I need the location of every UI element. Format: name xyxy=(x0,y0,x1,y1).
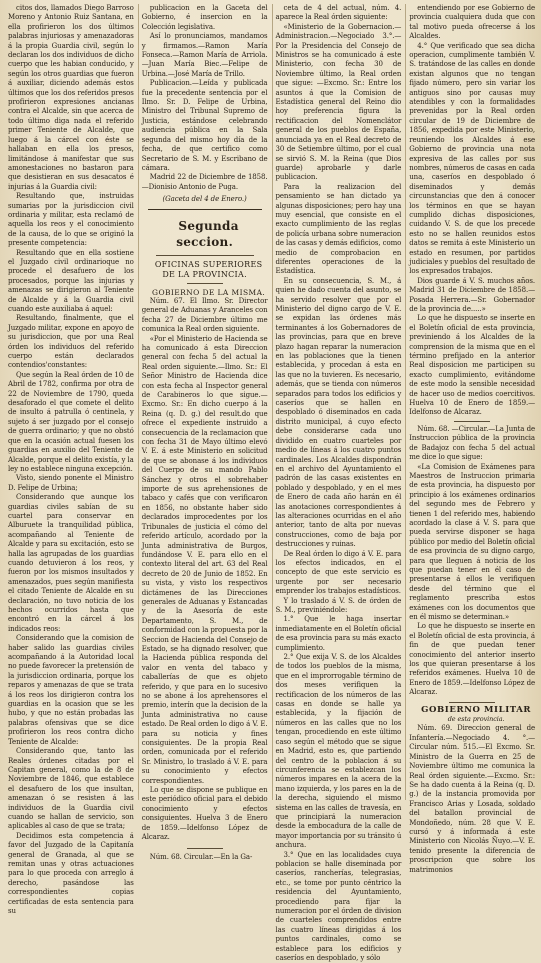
paragraph: citos dos, llamados Diego Barroso Moreno y Antonio Ruiz Santana, en ella profirieron los dos últimos palabras injuriosas y amenazadoras á la propia Guardia civil, según lo declaran los dos individuos de dicho cuerpo que les habian conducido, y según los otros guardias que fueron á auxiliar, diciendo además estos últimos que los dos referidos presos profirieron expresiones ancianas contra el Alcalde, sin que acerca de todo último diga nada el referido primer Teniente de Alcalde, que luego á la cárcel con éste se hallaban en ella los presos, limitándose á manifestar que sus amonestaciones no bastaron para que desistieran en sus desacatos é injurias á la Guardia civil: xyxy=(8,4,134,191)
paragraph: Resultando que en ella sostiene el Juzgado civil ordinarioque no procede el desafuero de los procesados, porque las injurias y amenazas se dirigieron al Teniente de Alcalde y á la Guardia civil cuando este auxiliaba á aquel: xyxy=(8,248,134,313)
gaceta-note: (Gaceta del 4 de Enero.) xyxy=(162,195,247,204)
paragraph: 1.° Que le haga insertar inmediatamente en el Boletín oficial de esa provincia para su más exacto cumplimiento. xyxy=(275,615,402,652)
section-divider xyxy=(148,209,262,210)
paragraph: «La Comision de Exámenes para Maestros de Instruccion primaria de esta provincia, ha dispuesto por principio á los exámenes ordinarios del segundo mes de Febrero y tienen 1 del referido mes, habiendo acordado la clase á V. S. para que pueda servirse disponer se haga público por medio del Boletín oficial de esa provincia de su digno cargo, para que lleguen á noticia de los que puedan tener en él caso de presentarse á ellos le verifiquen desde del término que el reglamento prescriba estos exámenes con los documentos que en él mismo se determinan.» xyxy=(409,462,535,621)
military-subtitle: de esta provincia. xyxy=(447,715,505,724)
short-divider xyxy=(449,702,495,703)
paragraph: «Por el Ministerio de Hacienda se ha comunicado á esta Direccion general con fecha 5 del actual la Real orden siguiente.—Ilmo. Sr.: El Señor Ministro de Hacienda dice con esta fecha al Inspector general de Carabineros lo que sigue.—Excmo. Sr.: En dicho cuerpo á la Reina (q. D. g.) del result.do que ofrece el expediente instruido a consecuencia de la reclamacion que con fecha 31 de Mayo último elevó V. E. á este Ministerio en solicitud de que se abonase á los individuos del Cuerpo de su mando Pablo Sánchez y otros el sobrehaber importe de sus aprehensiones de tabaco y cafés que con verificaron en 1856, no obstante haber sido declarados improcedentes por los Tribunales de justicia el cómo del referido artículo, acordado por la Junta administrativa de Burgos, fundándose V. E. para ello en el contexto literal del art. 63 del Real decreto de 20 de Junio de 1852. En su vista, y visto los respectivos dictámenes de las Direcciones generales de Aduanas y Estancadas y de la Asesoría de este Departamento, S. M., de conformidad con la propuesta por la Seccion de Hacienda del Consejo de Estado, se ha dignado resolver, que la Hacienda pública responda del valor en venta del tabaco y caballerías de que es objeto referido, y que para en lo sucesivo no se abone á los aprehensores el premio, interín que la decision de la Junta administrativa no cause estado. De Real orden lo digo á V. E. para su noticia y fines consiguientes. De la propia Real orden, comunicada por el referido Sr. Ministro, lo traslado á V. E. para su conocimiento y efectos correspondientes. xyxy=(141,334,268,785)
short-divider xyxy=(187,848,223,849)
military-title: GOBIERNO MILITAR xyxy=(421,704,532,715)
section-divider xyxy=(156,255,254,256)
paragraph: 2.° Que exija V. S. de los Alcaldes de todos los pueblos de la misma, que en el improrrogable término de dos meses verifiquen la rectificacion de los números de las casas en donde se halle ya establecida, y la fijación de números en las calles que no los tengan, procediendo en este último caso según el método que se sigue en Madrid, esto es, que partiendo del centro de la poblacion á su circunferencia se establezcan los números impares en la acera de la mano izquierda, y los pares en la de la derecha, siguiendo el mismo sistema en las calles de travesía, en que principiará la numeracion desde la embocadura de la calle de mayor importancia por su tránsito ú anchura. xyxy=(275,653,402,850)
signature: Madrid 22 de Diciembre de 1858. —Dionisio Antonio de Puga. xyxy=(141,173,268,191)
paragraph: Considerando que, tanto las Reales órdenes citadas por el Capitan general, como la de 8 de Noviembre de 1846, que establece el desafuero de los que insultan, amenazan ó se resisten á las individuos de la Guardia civil cuando se hallan de servicio, son aplicables al caso de que se trata; xyxy=(8,747,134,831)
paragraph: entendiendo por ese Gobierno de provincia cualquiera duda que con tal motivo pueda ofrecerse á los Alcaldes. xyxy=(409,4,535,41)
paragraph: Decidimos esta competencia á favor del Juzgado de la Capitanía general de Granada, al que se remitan unas y otras actuaciones para lo que proceda con arreglo á derecho, pasándose las correspondientes copias certificadas de esta sentencia para su xyxy=(8,831,134,915)
short-divider xyxy=(187,283,223,284)
paragraph: En su consecuencia, S. M., á quien he dado cuenta del asunto, se ha servido resolver que por el Ministerio del digno cargo de V. E. se expidan las órdenes más terminantes á los Gobernadores de las provincias, para que en breve plazo hagan reparar la numeracion en las poblaciones que la tienen establecida, y procedan á esta en las que no la tuvieren. Es necesario, además, que se tienda con números separados para todos los edificios y caseríos que se hallen en despoblado ó diseminados en cada distrito municipal, á cuyo efecto debe considerarse cada uno dividido en cuatro cuarteles por medio de líneas á los cuatro puntos cardinales. Los Alcaldes dispondrán en el archivo del Ayuntamiento el padrón de las casas existentes en poblado y despoblado, y en el mes de Enero de cada año harán en él las anotaciones correspondientes á las alteraciones ocurridas en el año anterior, tanto de alta por nuevas construcciones, como de baja por destrucciones y ruinas. xyxy=(275,276,402,549)
paragraph: De Real órden lo digo á V. E. para los efectos indicados, en el concepto de que este servicio es urgente por ser necesario emprender los trabajos estadísticos. xyxy=(275,549,402,596)
paragraph: Núm. 67. El Ilmo. Sr. Director general de Aduanas y Aranceles con fecha 27 de Diciembre último me comunica la Real orden siguiente. xyxy=(141,296,268,334)
paragraph: Resultando que, instruidas sumarias por la jurisdiccion civil ordinaria y militar, esta reclamó de aquella los reos y el conocimiento de la causa, de lo que se originó la presente competencia: xyxy=(8,192,134,248)
paragraph: Publicacion.—Leída y publicada fue la precedente sentencia por el Ilmo. Sr. D. Felipe de Urbina, Ministro del Tribunal Supremo de Justicia, estándose celebrando audiencia pública en la Sala segunda del mismo hoy día de la fecha, de que certifico como Secretario de S. M. y Escribano de cámara. xyxy=(141,79,268,172)
paragraph: Lo que he dispuesto se inserte en el Boletín oficial de esta provincia, previniendo á los Alcaldes de la comprension de la misma que en el término prefijado en la anterior Real disposicion me participen su exacto cumplimiento, evitándome de este modo la sensible necesidad de hacer uso de medios coercitivos. Huelva 10 de Enero de 1859.—Idelfonso de Alcaraz. xyxy=(409,314,535,417)
paragraph: Para la realizacion del pensamiento se han dictado ya algunas disposiciones; pero hay una muy esencial, que consiste en el exacto cumplimiento de las reglas de policía urbana sobre numeracion de las casas y demás edificios, como medio de comprobacion en diferentes operaciones de la Estadística. xyxy=(275,182,402,276)
column-3 xyxy=(272,4,402,963)
paragraph: Considerando que la comision de haber salido las guardias civiles acompañando á la Autoridad local no puede favorecer la pretensión de la jurisdiccion ordinaria, porque los reparos y amenazas de que se trata á los reos los dirigieron contra los guardias en la ocasion que se les hubo, y que no están probadas las palabras ofensivas que se dice profirieron los reos contra dicho Teniente de Alcalde: xyxy=(8,634,134,746)
circular-heading: Núm. 68. Circular.—En la Ga- xyxy=(149,852,253,861)
paragraph: Núm. 69. Direccion general de Infantería.—Negociado 4. °.—Circular núm. 515.—El Excmo. Sr. Ministro de la Guerra en 25 de Noviembre último me comunica la Real órden siguiente.—Excmo. Sr.: Se ha dado cuenta á la Reina (q. D. g.) de la instancia promovida por Francisco Arias y Losada, soldado del batallon provincial de Mondoñedo, núm. 28 que V. E. cursó y á informada á este Ministerio con Nicolás Ñuyo.—V. E. tenido presente la diferencia de proscripcion que sobre los matrimonios xyxy=(409,724,535,874)
paragraph: publicacion en la Gaceta del Gobierno, é insercion en la Colección legislativa. xyxy=(141,4,268,31)
paragraph: «Ministerio de la Gobernacion.— Administracion.—Negociado 3.°.—Por la Presidencia del Consejo de Ministros se ha comunicado á este Ministerio, con fecha 30 de Noviembre último, la Real orden que sigue: —Excmo. Sr.: Entre los asuntos á que la Comision de Estadística general del Reino dio hoy preferencia figura la rectificacion del Nomenclátor general de los pueblos de España, anunciada ya en el Real decreto de 30 de Setiembre último, por el cual se sirvió S. M. la Reina (que Dios guarde) aprobarle y darle publicacion. xyxy=(275,22,402,182)
paragraph: Resultando, finalmente, que el Juzgado militar, expone en apoyo de su jurisdiccion, que por una Real órden los individuos del referido cuerpo están declarados contendios'constantes: xyxy=(8,314,134,370)
paragraph: Lo que se dispone se publique en este periódico oficial para el debido conocimiento y efectos consiguientes. Huelva 3 de Enero de 1859.—Idelfonso López de Alcaraz. xyxy=(141,786,268,842)
paragraph: Y lo traslado á V. S. de órden de S. M., previniéndole: xyxy=(275,596,402,614)
offices-title: OFICINAS SUPERIORES DE LA PROVINCIA. xyxy=(154,259,263,279)
column-1 xyxy=(8,4,134,915)
paragraph: Así lo pronunciamos, mandamos y firmamos.—Ramon María Fonseca.—Ramon María de Arriola.—Juan María Biec.—Felipe de Urbina.—José María de Trillo. xyxy=(141,32,268,78)
paragraph: Considerando que aunque los guardias civiles sabían de su cuartel para conservar en Alburuete la tranquilidad pública, acompañando al Teniente de Alcalde y para su excitación, esto se halla las agrupadas de los guardias cuando detuvieron á los reos, y fueron por los mismos insultados y amenazados, pues según manifiesta el citado Teniente de Alcalde en su declaración, no tuvo noticia de los hechos ocurridos hasta que encontró en la cárcel á los indicados reos: xyxy=(8,493,134,633)
column-4 xyxy=(405,4,535,874)
section-title: Segunda seccion. xyxy=(176,218,239,249)
paragraph: Núm. 68. —Circular.—La Junta de Instruccion pública de la provincia de Badajoz con fecha 5 del actual me dice lo que sigue: xyxy=(409,424,535,462)
short-divider xyxy=(454,421,490,422)
paragraph: Visto, siendo ponente el Ministro D. Felipe de Urbina; xyxy=(8,474,134,492)
paragraph: 4.° Que verificado que sea dicha operacion, cumplimente también V. S. tratándose de las calles en donde existan algunos que no tengan fijado número, pero sin variar los antiguos sino por causas muy atendibles y con la formalidades prevenidas por la Real orden circular de 19 de Diciembre de 1856, expedida por este Ministerio, reuniendo los Alcaldes á ese Gobierno de provincia una nota expresiva de las calles por sus nombres, números de casas en cada una, caseríos en despoblado ó diseminados y demás circunstancias que den á conocer los términos en que se hayan cumplido dichas disposiciones, cuidando V. S. de que los precede esto no se hallen reunidos estos datos se remita á este Ministerio un estado en resumen, por partidos judiciales y pueblos del resultado de los expresados trabajos. xyxy=(409,41,535,276)
column-2 xyxy=(138,4,268,861)
paragraph: 3.° Que en las localidades cuya poblacion se halle diseminada por caseríos, rancherías, telegrasias, etc., se tome por punto céntrico la residencia del Ayuntamiento, procediendo para fijar la numeracion por el órden de division de cuarteles comprendidos entre las cuatro líneas dirigidas á los puntos cardinales, como se establece para los edificios y caseríos en despoblado, y sólo xyxy=(275,850,402,963)
paragraph: Lo que he dispuesto se inserte en el Boletín oficial de esta provincia, á fin de que puedan tener conocimiento del anterior inserto los que quieran presentarse á los referidos exámenes. Huelva 10 de Enero de 1859.—Idelfonso López de Alcaraz. xyxy=(409,622,535,697)
paragraph: ceta de 4 del actual, núm. 4. aparece la Real órden siguiente: xyxy=(275,4,402,22)
paragraph: Dios guarde á V. S. muchos años. Madrid 31 de Diciembre de 1858.—Posada Herrera.—Sr. Gobernador de la provincia de.....» xyxy=(409,276,535,313)
government-title: GOBIERNO DE LA MISMA. xyxy=(152,287,266,297)
paragraph: Que según la Real órden de 10 de Abril de 1782, confirma por otra de 22 de Noviembre de 1790, queda desaforado el que comete el delito de insulto á patrulla ó centinela, y sujeto á ser juzgado por el consejo de guerra ordinario; y que no obstó que en la ocasión actual fuesen los guardias en auxilio del Teniente de Alcalde, porque el delito existía, y la ley no establece ninguna excepción. xyxy=(8,370,134,473)
